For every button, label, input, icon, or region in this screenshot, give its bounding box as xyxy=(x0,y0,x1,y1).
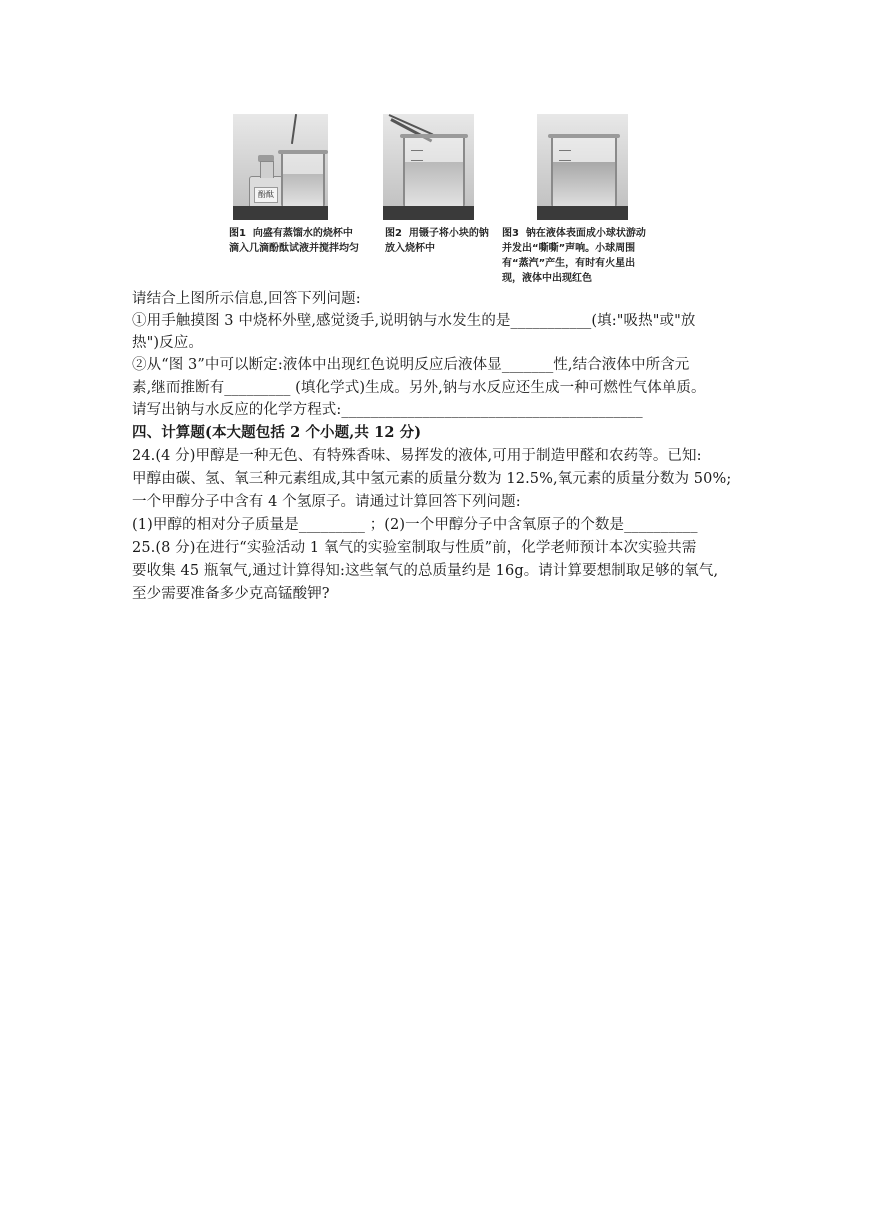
problem-25-line-2: 要收集 45 瓶氧气,通过计算得知:这些氧气的总质量约是 16g。请计算要想制取足够的氧气, xyxy=(132,563,719,579)
question-2-line-2: 素,继而推断有_________ (填化学式)生成。另外,钠与水反应还生成一种可燃性气体单质。 xyxy=(132,380,706,396)
figure-3 xyxy=(502,114,646,284)
question-2-line-3: 请写出钠与水反应的化学方程式:_________________________________________ xyxy=(132,402,643,418)
beaker-2 xyxy=(403,136,465,208)
beaker-3 xyxy=(551,136,617,208)
figure-2-caption: 图2 用镊子将小块的钠 放入烧杯中 xyxy=(385,228,489,254)
figure-3-photo xyxy=(537,114,628,220)
problem-24-line-2: 甲醇由碳、氢、氧三种元素组成,其中氢元素的质量分数为 12.5%,氧元素的质量分数为 50%; xyxy=(132,471,732,487)
figure-1 xyxy=(229,114,359,254)
section-heading: 四、计算题(本大题包括 2 个小题,共 12 分) xyxy=(132,424,422,441)
figure-2 xyxy=(383,114,489,254)
figure-2-photo xyxy=(383,114,474,220)
figure-3-caption: 图3 钠在液体表面成小球状游动 并发出“嘶嘶”声响。小球周围 有“蒸汽”产生，有时有火星出 现，液体中出现红色 xyxy=(502,228,646,284)
phenolphthalein-bottle xyxy=(249,176,283,210)
problem-24-line-4: (1)甲醇的相对分子质量是_________ ；(2)一个甲醇分子中含氧原子的个数是__________ xyxy=(132,517,698,533)
bottle-label: 酚酞 xyxy=(254,187,278,203)
figure-1-caption: 图1 向盛有蒸馏水的烧杯中 滴入几滴酚酞试液并搅拌均匀 xyxy=(229,228,359,254)
question-1-line-2: 热")反应。 xyxy=(132,335,203,351)
problem-24-line-3: 一个甲醇分子中含有 4 个氢原子。请通过计算回答下列问题: xyxy=(132,494,521,510)
problem-25-line-3: 至少需要准备多少克高锰酸钾? xyxy=(132,586,330,602)
beaker-1 xyxy=(281,152,325,208)
figure-1-photo xyxy=(233,114,328,220)
question-2-line-1: ②从“图 3”中可以断定:液体中出现红色说明反应后液体显_______性,结合液体中所含元 xyxy=(132,357,690,373)
intro-line: 请结合上图所示信息,回答下列问题: xyxy=(132,291,361,307)
figure-row xyxy=(0,114,869,284)
problem-25-line-1: 25.(8 分)在进行“实验活动 1 氧气的实验室制取与性质”前，化学老师预计本次实验共需 xyxy=(132,540,697,556)
question-1-line-1: ①用手触摸图 3 中烧杯外壁,感觉烫手,说明钠与水发生的是___________(填:"吸热"或"放 xyxy=(132,313,696,329)
problem-24-line-1: 24.(4 分)甲醇是一种无色、有特殊香味、易挥发的液体,可用于制造甲醛和农药等。已知: xyxy=(132,448,702,464)
